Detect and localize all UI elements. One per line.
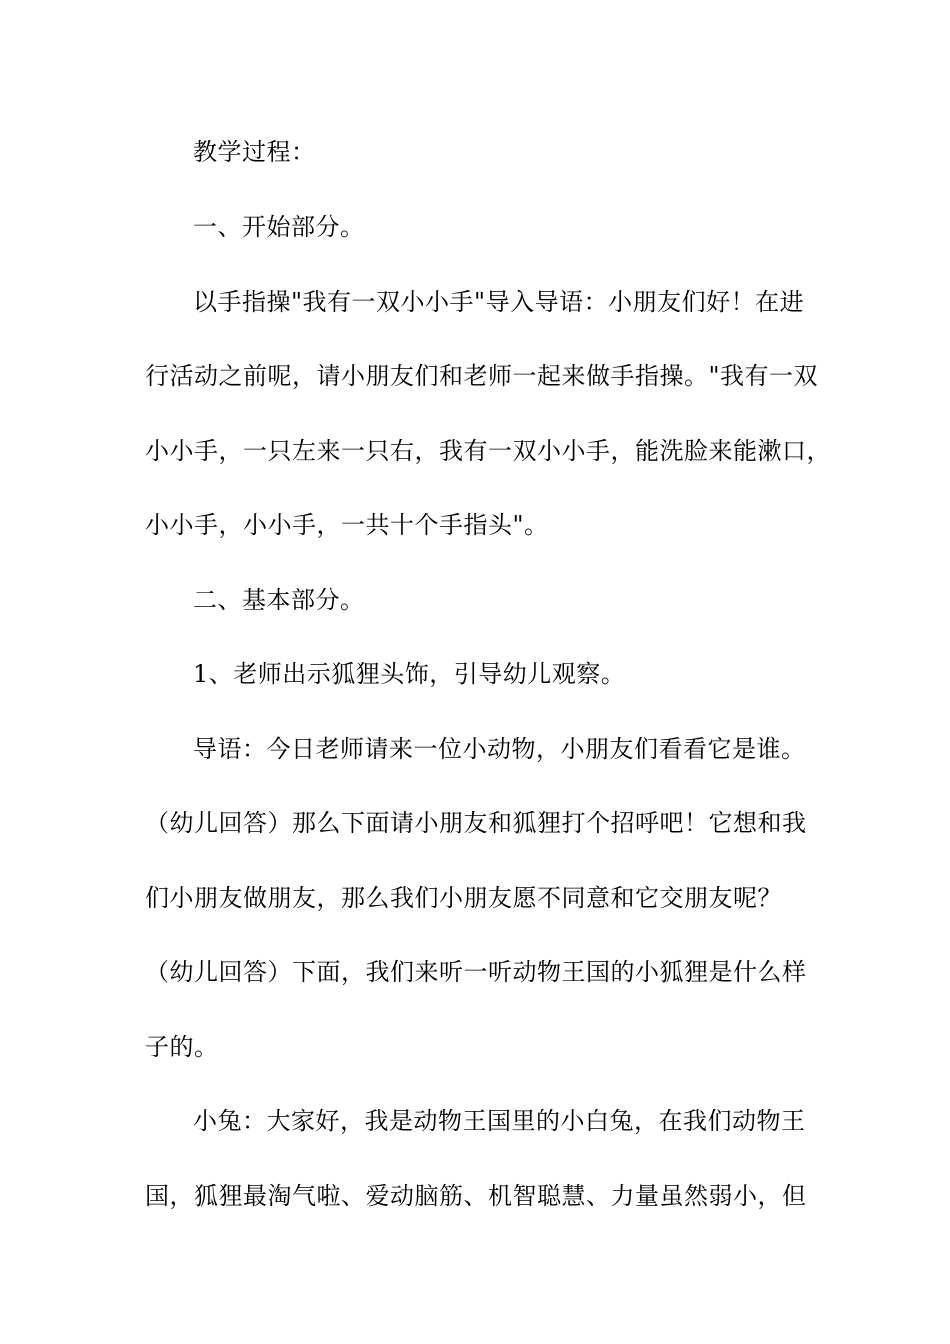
paragraph-line: （幼儿回答）那么下面请小朋友和狐狸打个招呼吧！它想和我 (145, 809, 807, 837)
section-heading-start: 一、开始部分。 (193, 213, 365, 241)
paragraph-line: 们小朋友做朋友，那么我们小朋友愿不同意和它交朋友呢？ (145, 884, 782, 912)
paragraph-line: 行活动之前呢，请小朋友们和老师一起来做手指操。"我有一双 (145, 362, 819, 390)
paragraph-line: 小小手，一只左来一只右，我有一双小小手，能洗脸来能漱口， (145, 437, 831, 465)
paragraph-line: 子的。 (145, 1033, 219, 1061)
list-item: 1、老师出示狐狸头饰，引导幼儿观察。 (193, 660, 626, 688)
paragraph-line: （幼儿回答）下面，我们来听一听动物王国的小狐狸是什么样 (145, 958, 807, 986)
paragraph-line: 导语：今日老师请来一位小动物，小朋友们看看它是谁。 (193, 735, 806, 763)
heading-teaching-process: 教学过程： (193, 138, 316, 166)
paragraph-line: 以手指操"我有一双小小手"导入导语：小朋友们好！在进 (193, 288, 805, 316)
section-heading-basic: 二、基本部分。 (193, 586, 365, 614)
paragraph-line: 国，狐狸最淘气啦、爱动脑筋、机智聪慧、力量虽然弱小，但 (145, 1182, 807, 1210)
paragraph-line: 小兔：大家好，我是动物王国里的小白兔，在我们动物王 (193, 1107, 806, 1135)
paragraph-line: 小小手，小小手，一共十个手指头"。 (145, 511, 549, 539)
